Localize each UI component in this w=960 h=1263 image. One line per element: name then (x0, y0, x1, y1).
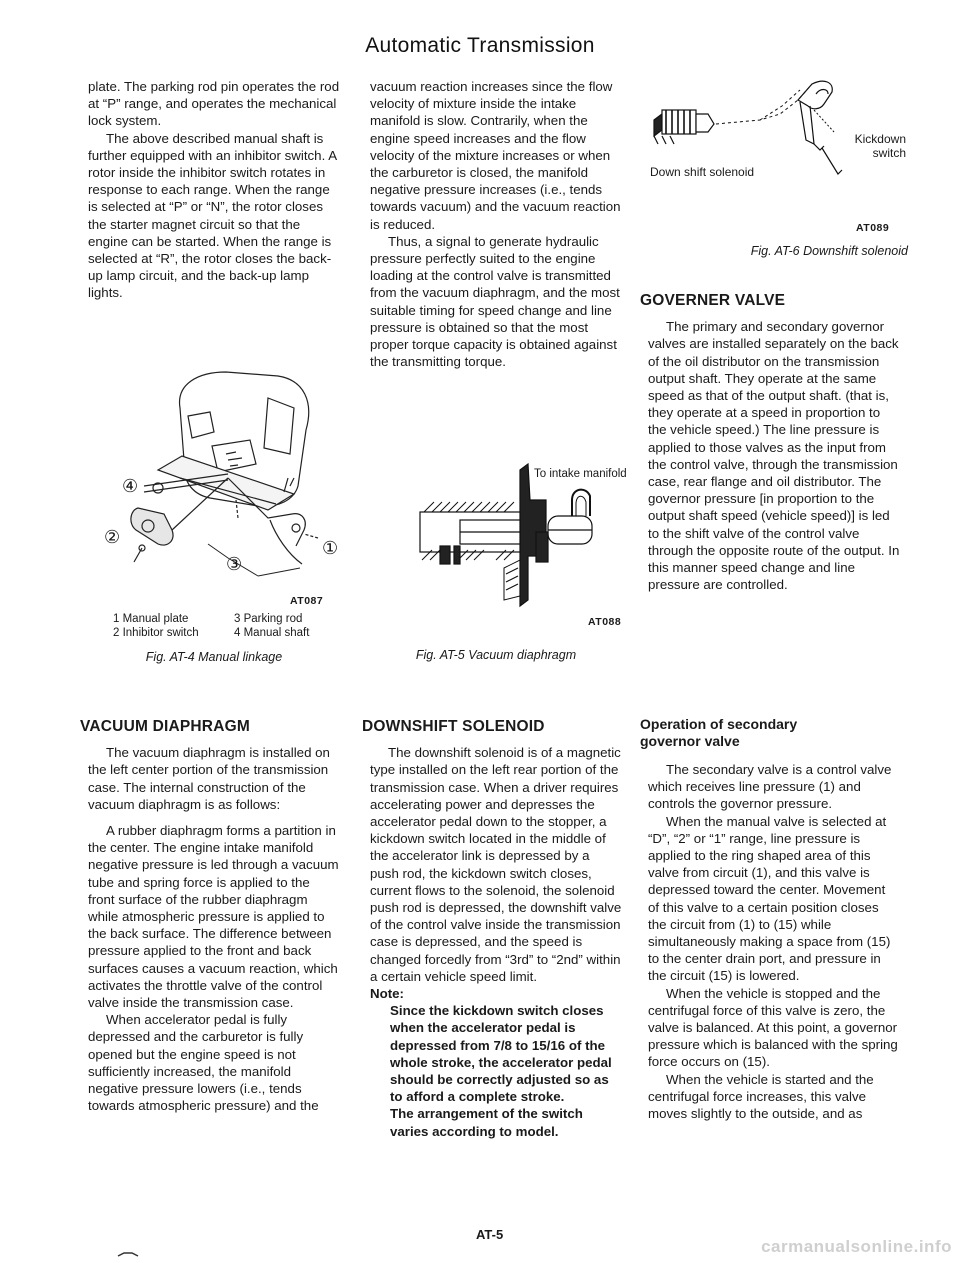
figure-code: AT087 (290, 595, 324, 607)
figure-caption: Fig. AT-4 Manual linkage (145, 650, 283, 664)
note-text: The arrangement of the switch varies according to model. (390, 1106, 583, 1139)
section-vacuum-diaphragm (80, 718, 340, 1114)
section-downshift-solenoid (362, 718, 622, 1140)
column-2-intro (370, 78, 622, 370)
page-title: Automatic Transmission (365, 34, 595, 57)
paragraph: When accelerator pedal is fully depressed and the carburetor is fully opened but the engine speed is not sufficiently increased, the manifold negative pressure lowers (i.e., tends towards atmospheric pressure) and the (88, 1012, 319, 1114)
paragraph: A rubber diaphragm forms a partition in the center. The engine intake manifold negative pressure is led through a vacuum tube and spring force is applied to the front surface of the rubber diaphragm while atmospheric pressure is applied to the back surface. The difference between pressure applied to the front and back surfaces causes a vacuum reaction, which activates the throttle valve of the control valve inside the transmission case. (88, 823, 339, 1011)
note-text: Since the kickdown switch closes when the accelerator pedal is depressed from 7/8 to 15/16 of the whole stroke, the accelerator pedal should be correctly adjusted so as to afford a complete stroke. (390, 1003, 612, 1105)
figure-caption: Fig. AT-5 Vacuum diaphragm (415, 648, 577, 662)
paragraph: When the vehicle is started and the centrifugal force increases, this valve moves slightly to the outside, and as (648, 1071, 874, 1122)
section-governer-valve (640, 292, 900, 593)
figure-code: AT089 (856, 222, 890, 234)
vacuum-diaphragm-illustration (400, 460, 610, 610)
paragraph: When the vehicle is stopped and the centrifugal force of this valve is zero, the valve is balanced. At this point, a governor pressure which is balanced with the spring force occurs on (15). (648, 985, 898, 1070)
callout-1: ① (322, 538, 339, 558)
page-number: AT-5 (476, 1227, 504, 1242)
paragraph: When the manual valve is selected at “D”, “2” or “1” range, line pressure is applied to the ring shaped area of this valve from circuit (1), and this valve is depressed toward the center. Movement of this valve to a certain position closes the circuit from (1) to (15) while simultaneously making a space from (15) to the center drain port, and pressure in the circuit (15) is lowered. (648, 813, 891, 984)
legend-item: 3 Parking rod (234, 613, 303, 625)
paragraph: The downshift solenoid is of a magnetic type installed on the left rear portion of the transmission case. When a driver requires accelerating power and depresses the accelerator pedal down to the stopper, a kickdown switch located in the middle of the accelerator link is depressed by a push rod, the kickdown switch closes, current flows to the solenoid, the solenoid push rod is depressed, the downshift valve of the control valve inside the transmission case is depressed, and the speed is changed forcedly from “3rd” to “2nd” within a certain vehicle speed limit. (370, 745, 622, 984)
paragraph: The secondary valve is a control valve which receives line pressure (1) and controls the governor pressure. (648, 762, 892, 812)
note (370, 985, 622, 1140)
paragraph: The vacuum diaphragm is installed on the left center portion of the transmission case. The internal construction of the vacuum diaphragm is as follows: (88, 745, 330, 812)
section-heading: GOVERNER VALVE (640, 292, 786, 309)
legend-item: 4 Manual shaft (234, 627, 310, 639)
subsection-heading: Operation of secondary governor valve (640, 716, 798, 749)
figure-code: AT088 (588, 616, 622, 628)
watermark: carmanualsonline.info (761, 1237, 952, 1256)
section-heading: DOWNSHIFT SOLENOID (362, 718, 545, 735)
legend-item: 2 Inhibitor switch (113, 627, 199, 639)
column-1-intro (88, 78, 340, 302)
figure-label-kickdown: Kickdown switch (854, 132, 906, 160)
paragraph: plate. The parking rod pin operates the rod at “P” range, and operates the mechanical lock system. (88, 79, 340, 129)
section-heading: VACUUM DIAPHRAGM (80, 718, 250, 735)
legend-item: 1 Manual plate (113, 613, 189, 625)
callout-2: ② (104, 527, 121, 547)
note-label: Note: (370, 986, 404, 1002)
corner-mark (118, 1252, 138, 1258)
section-operation-secondary-governor (640, 716, 900, 1122)
paragraph: The primary and secondary governor valves are installed separately on the back of the oil distributor on the transmission output shaft. They operate at the same speed as that of the output shaft. (that is, they operate at a speed in proportion to the vehicle speed.) The line pressure is applied to those valves as the input from the control valve, through the transmission case, rear flange and oil distributor. The governor pressure [in proportion to the output shaft speed (vehicle speed)] is led to the shift valve of the control valve through the opposite route of the output. In this manner speed change and line pressure are controlled. (648, 319, 900, 593)
paragraph: The above described manual shaft is further equipped with an inhibitor switch. A rotor inside the inhibitor switch rotates in response to each range. When the range is selected at “P” or “N”, the rotor closes the starter magnet circuit so that the engine can be started. When the range is selected at “R”, the rotor closes the back-up lamp circuit, and the back-up lamp lights. (88, 130, 337, 301)
figure-label-solenoid: Down shift solenoid (650, 165, 755, 179)
figure-legend-right (234, 612, 344, 640)
figure-label: To intake manifold (534, 468, 627, 480)
callout-3: ③ (226, 554, 243, 574)
paragraph: Thus, a signal to generate hydraulic pressure perfectly suited to the engine loading at the control valve is transmitted from the vacuum diaphragm, and the most suitable timing for speed change and line pressure is obtained so that the most proper torque capacity is obtained against the transmitting torque. (370, 233, 620, 370)
figure-legend-left (113, 612, 223, 640)
callout-4: ④ (122, 476, 139, 496)
paragraph: vacuum reaction increases since the flow velocity of mixture inside the intake manifold is slow. Contrarily, when the engine speed increases and the flow velocity of the mixture increases or when the carburetor is closed, the manifold negative pressure increases (i.e., tends towards vacuum) and the vacuum reaction is reduced. (370, 79, 621, 232)
figure-caption: Fig. AT-6 Downshift solenoid (750, 244, 908, 258)
